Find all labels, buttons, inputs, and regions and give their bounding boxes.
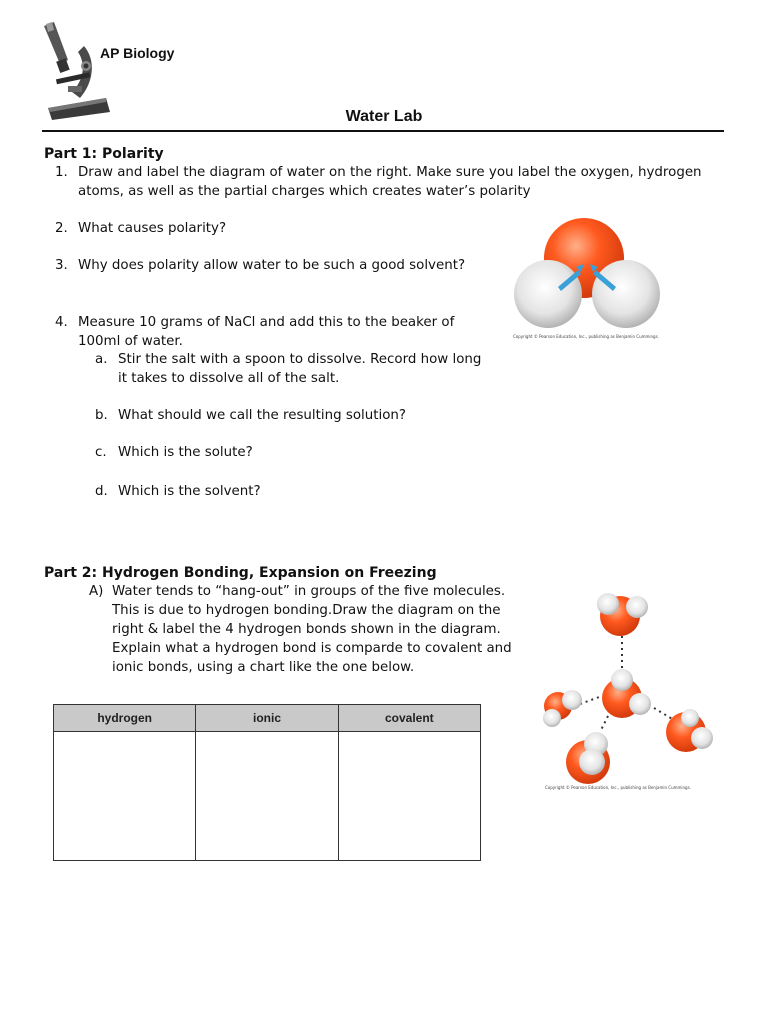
question-text: What should we call the resulting solution? xyxy=(118,408,406,423)
question-text: This is due to hydrogen bonding.Draw the diagram on the xyxy=(112,603,501,618)
question-letter: d. xyxy=(95,484,108,499)
title-divider xyxy=(42,130,724,132)
question-text: Which is the solute? xyxy=(118,445,253,460)
question-text: Stir the salt with a spoon to dissolve. Record how long xyxy=(118,352,482,367)
question-text: atoms, as well as the partial charges which creates water’s polarity xyxy=(78,184,531,199)
page-title: Water Lab xyxy=(345,108,423,125)
question-text: What causes polarity? xyxy=(78,221,227,236)
question-text: Measure 10 grams of NaCl and add this to the beaker of xyxy=(78,315,455,330)
course-name: AP Biology xyxy=(100,45,175,61)
question-text: Explain what a hydrogen bond is comparde to covalent and xyxy=(112,641,512,656)
chart-header-row xyxy=(54,705,481,732)
question-letter: b. xyxy=(95,408,108,423)
figure-credit: Copyright © Pearson Education, Inc., publishing as Benjamin Cummings. xyxy=(513,334,659,339)
question-letter: a. xyxy=(95,352,108,367)
chart-cell-ionic[interactable] xyxy=(196,732,338,861)
question-number: 4. xyxy=(55,315,68,330)
question-letter: c. xyxy=(95,445,107,460)
question-text: right & label the 4 hydrogen bonds shown in the diagram. xyxy=(112,622,501,637)
part1-heading: Part 1: Polarity xyxy=(44,146,164,162)
comparison-chart xyxy=(53,704,481,861)
chart-header-ionic: ionic xyxy=(196,705,338,732)
question-text: Why does polarity allow water to be such a good solvent? xyxy=(78,258,466,273)
question-text: it takes to dissolve all of the salt. xyxy=(118,371,340,386)
question-number: 3. xyxy=(55,258,68,273)
question-number: 2. xyxy=(55,221,68,236)
chart-cell-covalent[interactable] xyxy=(338,732,480,861)
chart-header-hydrogen: hydrogen xyxy=(54,705,196,732)
question-text: ionic bonds, using a chart like the one below. xyxy=(112,660,415,675)
water-molecule-figure xyxy=(508,212,668,342)
question-number: 1. xyxy=(55,165,68,180)
hydrogen-bond-cluster-figure xyxy=(536,586,726,786)
question-text: Water tends to “hang-out” in groups of the five molecules. xyxy=(112,584,506,599)
chart-cell-hydrogen[interactable] xyxy=(54,732,196,861)
question-text: Draw and label the diagram of water on the right. Make sure you label the oxygen, hydrogen xyxy=(78,165,702,180)
microscope-logo xyxy=(42,20,114,120)
question-letter: A) xyxy=(89,584,104,599)
question-text: Which is the solvent? xyxy=(118,484,261,499)
figure-credit: Copyright © Pearson Education, Inc., publishing as Benjamin Cummings. xyxy=(545,785,691,790)
part2-heading: Part 2: Hydrogen Bonding, Expansion on Freezing xyxy=(44,565,437,581)
chart-header-covalent: covalent xyxy=(338,705,480,732)
chart-answer-row xyxy=(54,732,481,861)
question-text: 100ml of water. xyxy=(78,334,183,349)
